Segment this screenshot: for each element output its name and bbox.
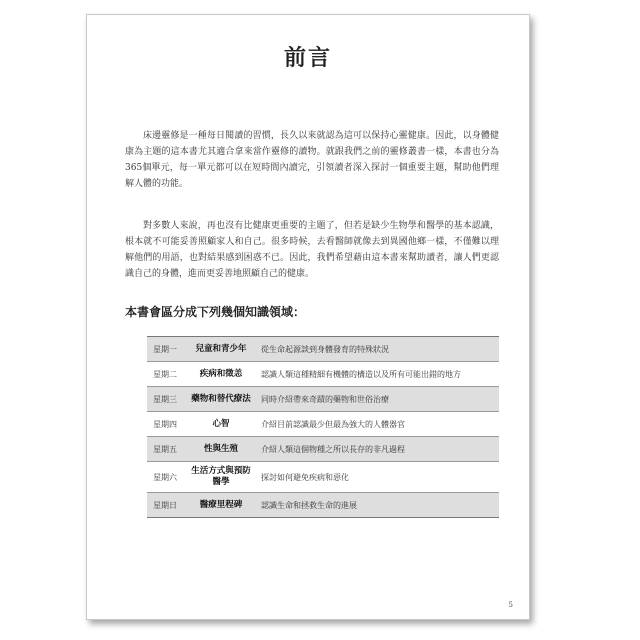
- row-description: 認識人類這種精細有機體的構造以及所有可能出錯的地方: [261, 369, 461, 379]
- row-day: 星期四: [153, 419, 177, 429]
- row-description: 探討如何避免疾病和惡化: [261, 472, 349, 482]
- intro-paragraph-1: 床邊靈修是一種每日閱讀的習慣，長久以來就認為這可以保持心靈健康。因此，以身體健康為主題的這本書尤其適合拿來當作靈修的讀物。就跟我們之前的靈修叢書一樣，本書也分為365個單元，每一單元都可以在短時間內讀完，引領讀者深入探討一個重要主題，幫助他們理解人體的功能。: [125, 131, 499, 189]
- row-topic: 醫療里程碑: [199, 499, 243, 510]
- row-day: 星期一: [153, 344, 177, 354]
- table-row: [147, 412, 499, 437]
- row-topic: 藥物和替代療法: [191, 393, 251, 404]
- row-topic: 疾病和徵恙: [199, 368, 243, 379]
- table-row: [147, 362, 499, 387]
- section-heading: 本書會區分成下列幾個知識領域：: [125, 305, 306, 319]
- table-row: [147, 462, 499, 493]
- page-title: 前言: [283, 46, 332, 71]
- row-day: 星期三: [153, 394, 177, 404]
- row-description: 同時介紹帶來奇蹟的藥物和世俗治療: [261, 394, 389, 404]
- row-topic: 生活方式與預防醫學: [191, 466, 251, 487]
- book-page: [86, 14, 530, 620]
- row-topic: 性與生殖: [203, 443, 238, 454]
- table-row: [147, 493, 499, 517]
- row-topic: 心智: [212, 418, 230, 429]
- topics-table: [147, 336, 499, 518]
- table-row: [147, 437, 499, 462]
- table-row: [147, 387, 499, 412]
- row-day: 星期二: [153, 369, 177, 379]
- page-number: 5: [508, 601, 513, 609]
- row-day: 星期六: [153, 472, 177, 482]
- table-row: [147, 337, 499, 362]
- row-description: 從生命起源談到身體發育的特殊狀況: [261, 344, 389, 354]
- row-description: 介紹人類這個物種之所以長存的非凡過程: [261, 444, 405, 454]
- intro-paragraph-2: 對多數人來說，再也沒有比健康更重要的主題了，但若是缺少生物學和醫學的基本認識，根本就不可能妥善照顧家人和自己。很多時候，去看醫師就像去到異國他鄉一樣，不僅難以理解他們的用語，也對結果感到困惑不已。因此，我們希望藉由這本書來幫助讀者，讓人們更認識自己的身體，進而更妥善地照顧自己的健康。: [125, 221, 499, 279]
- row-day: 星期五: [153, 444, 177, 454]
- row-day: 星期日: [153, 500, 177, 510]
- row-topic: 兒童和青少年: [195, 343, 247, 354]
- row-description: 介紹目前認識最少但最為強大的人體器官: [261, 419, 405, 429]
- row-description: 認識生命和拯救生命的進展: [261, 500, 357, 510]
